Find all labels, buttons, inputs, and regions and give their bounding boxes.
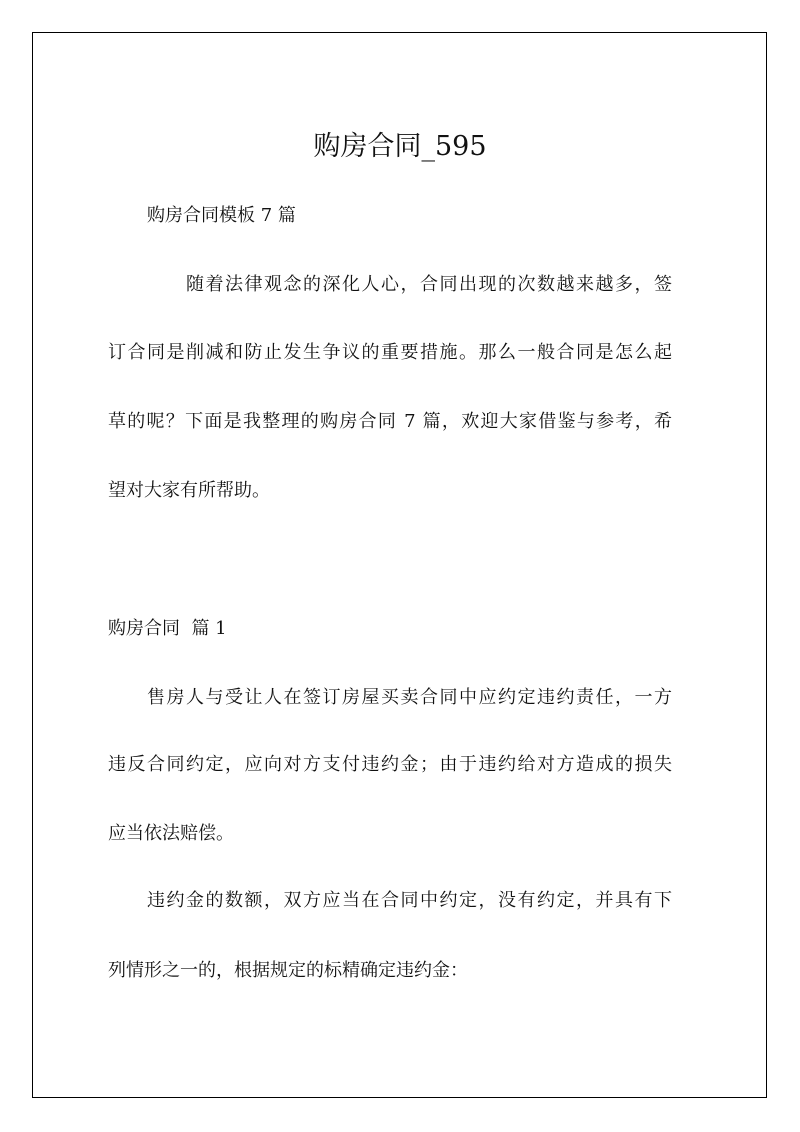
- para1-line-2: 违反合同约定，应向对方支付违约金；由于违约给对方造成的损失: [108, 754, 672, 775]
- para1-line-1: 售房人与受让人在签订房屋买卖合同中应约定违约责任，一方: [147, 687, 672, 708]
- intro-line-3: 草的呢？下面是我整理的购房合同 7 篇，欢迎大家借鉴与参考，希: [108, 411, 672, 432]
- section-heading: 购房合同 篇 1: [108, 618, 227, 639]
- para1-line-3: 应当依法赔偿。: [108, 823, 234, 844]
- intro-line-1: 随着法律观念的深化人心，合同出现的次数越来越多，签: [186, 274, 672, 295]
- document-subtitle: 购房合同模板 7 篇: [147, 205, 296, 226]
- document-title: 购房合同_595: [313, 131, 487, 162]
- intro-line-4: 望对大家有所帮助。: [108, 480, 270, 501]
- para2-line-1: 违约金的数额，双方应当在合同中约定，没有约定，并具有下: [147, 890, 672, 911]
- para2-line-2: 列情形之一的，根据规定的标精确定违约金：: [108, 960, 468, 981]
- page-border: [32, 32, 767, 1098]
- intro-line-2: 订合同是削减和防止发生争议的重要措施。那么一般合同是怎么起: [108, 342, 672, 363]
